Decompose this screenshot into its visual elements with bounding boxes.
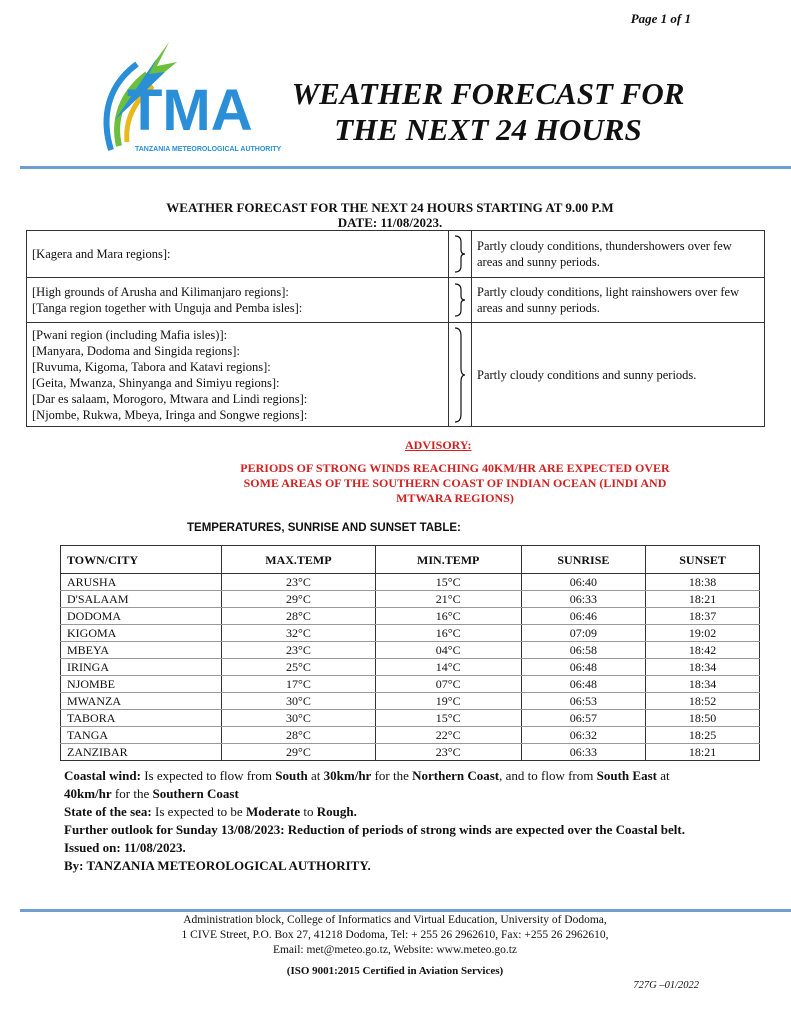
forecast-cell: Partly cloudy conditions, thundershowers over few areas and sunny periods. — [472, 231, 765, 278]
region-cell — [27, 231, 449, 278]
forecast-cell: Partly cloudy conditions, light rainshowers over few areas and sunny periods. — [472, 278, 765, 323]
table-row — [61, 625, 760, 642]
region-line: [Geita, Mwanza, Shinyanga and Simiyu regions]: — [32, 375, 280, 390]
city-cell: TANGA — [61, 727, 222, 744]
city-cell: DODOMA — [61, 608, 222, 625]
value-cell: 30°C — [222, 693, 376, 710]
coastal-wind-note — [64, 767, 704, 803]
page-title — [268, 76, 708, 148]
table-row — [61, 693, 760, 710]
address-line: 1 CIVE Street, P.O. Box 27, 41218 Dodoma, Tel: + 255 26 2962610, Fax: +255 26 2962610, — [181, 929, 609, 941]
subheading-date: DATE: 11/08/2023. — [337, 215, 443, 230]
value-cell: 32°C — [222, 625, 376, 642]
value-cell: 14°C — [375, 659, 521, 676]
value-cell: 23°C — [375, 744, 521, 761]
sea-state-note — [64, 803, 704, 821]
value-cell: 04°C — [375, 642, 521, 659]
note-emphasis: Moderate — [245, 804, 301, 819]
region-line: [Tanga region together with Unguja and Pemba isles]: — [32, 301, 303, 315]
table-row — [61, 710, 760, 727]
value-cell: 07°C — [375, 676, 521, 693]
value-cell: 06:48 — [521, 659, 646, 676]
value-cell: 29°C — [222, 744, 376, 761]
region-line: [Ruvuma, Kigoma, Tabora and Katavi regions]: — [32, 359, 271, 374]
title-line-1: WEATHER FORECAST FOR — [291, 76, 685, 111]
logo-text: TMA — [127, 78, 253, 143]
region-line: [High grounds of Arusha and Kilimanjaro regions]: — [32, 285, 289, 299]
subheading-line-1: WEATHER FORECAST FOR THE NEXT 24 HOURS STARTING AT 9.00 P.M — [166, 200, 614, 215]
brace-icon — [453, 234, 467, 274]
city-cell: D'SALAAM — [61, 591, 222, 608]
city-cell: TABORA — [61, 710, 222, 727]
value-cell: 18:38 — [646, 574, 760, 591]
region-line: [Njombe, Rukwa, Mbeya, Iringa and Songwe regions]: — [32, 407, 308, 422]
value-cell: 06:40 — [521, 574, 646, 591]
address-line: Administration block, College of Informatics and Virtual Education, University of Dodoma, — [183, 914, 607, 926]
region-cell — [27, 323, 449, 427]
value-cell: 22°C — [375, 727, 521, 744]
tma-logo-graphic — [97, 38, 282, 160]
header-divider — [20, 166, 791, 169]
value-cell: 06:46 — [521, 608, 646, 625]
issuer-text: By: TANZANIA METEOROLOGICAL AUTHORITY. — [64, 858, 371, 873]
value-cell: 06:33 — [521, 591, 646, 608]
table-row — [61, 727, 760, 744]
iso-certification: (ISO 9001:2015 Certified in Aviation Services) — [286, 965, 504, 977]
city-cell: IRINGA — [61, 659, 222, 676]
city-cell: MBEYA — [61, 642, 222, 659]
note-emphasis: Southern Coast — [152, 786, 239, 801]
value-cell: 06:57 — [521, 710, 646, 727]
column-header: MAX.TEMP — [222, 546, 376, 574]
note-text: Is expected to flow from — [140, 768, 276, 783]
note-text: at — [307, 768, 324, 783]
city-cell: MWANZA — [61, 693, 222, 710]
value-cell: 28°C — [222, 608, 376, 625]
tma-logo — [97, 38, 282, 160]
value-cell: 19°C — [375, 693, 521, 710]
value-cell: 18:34 — [646, 659, 760, 676]
city-cell: KIGOMA — [61, 625, 222, 642]
value-cell: 25°C — [222, 659, 376, 676]
forecast-notes — [64, 767, 704, 875]
note-text: Is expected to be — [151, 804, 246, 819]
note-emphasis: 40km/hr — [64, 786, 112, 801]
advisory-line: SOME AREAS OF THE SOUTHERN COAST OF INDIAN OCEAN (LINDI AND — [243, 476, 667, 490]
issued-text: Issued on: 11/08/2023. — [64, 840, 186, 855]
advisory-title: ADVISORY: — [405, 438, 472, 452]
table-row — [61, 676, 760, 693]
advisory-line: MTWARA REGIONS) — [396, 491, 514, 505]
value-cell: 15°C — [375, 710, 521, 727]
forecast-subheading — [120, 200, 660, 230]
title-line-2: THE NEXT 24 HOURS — [334, 112, 642, 147]
value-cell: 28°C — [222, 727, 376, 744]
advisory-line: PERIODS OF STRONG WINDS REACHING 40KM/HR ARE EXPECTED OVER — [240, 461, 670, 475]
value-cell: 16°C — [375, 625, 521, 642]
value-cell: 23°C — [222, 642, 376, 659]
table-row — [61, 574, 760, 591]
advisory-text — [200, 461, 710, 506]
value-cell: 06:58 — [521, 642, 646, 659]
city-cell: ZANZIBAR — [61, 744, 222, 761]
coastal-wind-label: Coastal wind: — [64, 768, 141, 783]
table-row — [61, 608, 760, 625]
value-cell: 18:21 — [646, 744, 760, 761]
value-cell: 18:34 — [646, 676, 760, 693]
forecast-row — [27, 231, 765, 278]
region-line: [Pwani region (including Mafia isles)]: — [32, 327, 228, 342]
value-cell: 19:02 — [646, 625, 760, 642]
note-text: , and to flow from — [499, 768, 597, 783]
region-line: [Kagera and Mara regions]: — [32, 247, 171, 261]
city-cell: ARUSHA — [61, 574, 222, 591]
regional-forecast-table — [26, 230, 765, 427]
note-emphasis: Rough. — [316, 804, 357, 819]
value-cell: 18:52 — [646, 693, 760, 710]
value-cell: 06:48 — [521, 676, 646, 693]
region-line: [Dar es salaam, Morogoro, Mtwara and Lindi regions]: — [32, 391, 308, 406]
value-cell: 18:25 — [646, 727, 760, 744]
brace-icon — [453, 326, 467, 424]
value-cell: 15°C — [375, 574, 521, 591]
note-emphasis: South East — [596, 768, 657, 783]
temperature-table — [60, 545, 760, 761]
logo-caption: TANZANIA METEOROLOGICAL AUTHORITY — [135, 146, 282, 153]
brace-cell — [448, 231, 471, 278]
sea-state-label: State of the sea: — [64, 804, 152, 819]
value-cell: 21°C — [375, 591, 521, 608]
temperature-table-heading: TEMPERATURES, SUNRISE AND SUNSET TABLE: — [187, 522, 461, 534]
further-outlook-note — [64, 821, 704, 839]
brace-cell — [448, 278, 471, 323]
note-text: to — [300, 804, 317, 819]
footer-address — [140, 913, 650, 958]
value-cell: 30°C — [222, 710, 376, 727]
note-text: at — [656, 768, 670, 783]
issuer — [64, 857, 704, 875]
note-text: for the — [111, 786, 153, 801]
forecast-row — [27, 323, 765, 427]
value-cell: 18:42 — [646, 642, 760, 659]
address-line: Email: met@meteo.go.tz, Website: www.meteo.go.tz — [272, 944, 518, 956]
column-header: TOWN/CITY — [61, 546, 222, 574]
forecast-row — [27, 278, 765, 323]
footer-divider — [20, 909, 791, 912]
temperature-table-body — [61, 574, 760, 761]
value-cell: 29°C — [222, 591, 376, 608]
outlook-text: Further outlook for Sunday 13/08/2023: Reduction of periods of strong winds are expected over the Coastal belt. — [64, 822, 685, 837]
value-cell: 18:50 — [646, 710, 760, 727]
brace-cell — [448, 323, 471, 427]
forecast-cell: Partly cloudy conditions and sunny periods. — [472, 323, 765, 427]
value-cell: 18:21 — [646, 591, 760, 608]
value-cell: 16°C — [375, 608, 521, 625]
brace-icon — [453, 282, 467, 318]
value-cell: 06:53 — [521, 693, 646, 710]
note-emphasis: 30km/hr — [323, 768, 372, 783]
table-row — [61, 591, 760, 608]
table-row — [61, 659, 760, 676]
issued-date — [64, 839, 704, 857]
city-cell: NJOMBE — [61, 676, 222, 693]
column-header: MIN.TEMP — [375, 546, 521, 574]
table-row — [61, 642, 760, 659]
region-line: [Manyara, Dodoma and Singida regions]: — [32, 343, 240, 358]
region-cell — [27, 278, 449, 323]
value-cell: 18:37 — [646, 608, 760, 625]
value-cell: 07:09 — [521, 625, 646, 642]
note-emphasis: South — [275, 768, 308, 783]
note-emphasis: Northern Coast — [412, 768, 500, 783]
value-cell: 17°C — [222, 676, 376, 693]
value-cell: 23°C — [222, 574, 376, 591]
table-row — [61, 744, 760, 761]
column-header: SUNSET — [646, 546, 760, 574]
column-header: SUNRISE — [521, 546, 646, 574]
note-text: for the — [371, 768, 413, 783]
form-code: 727G –01/2022 — [633, 980, 699, 991]
table-header-row — [61, 546, 760, 574]
value-cell: 06:33 — [521, 744, 646, 761]
value-cell: 06:32 — [521, 727, 646, 744]
page-number: Page 1 of 1 — [630, 11, 691, 26]
